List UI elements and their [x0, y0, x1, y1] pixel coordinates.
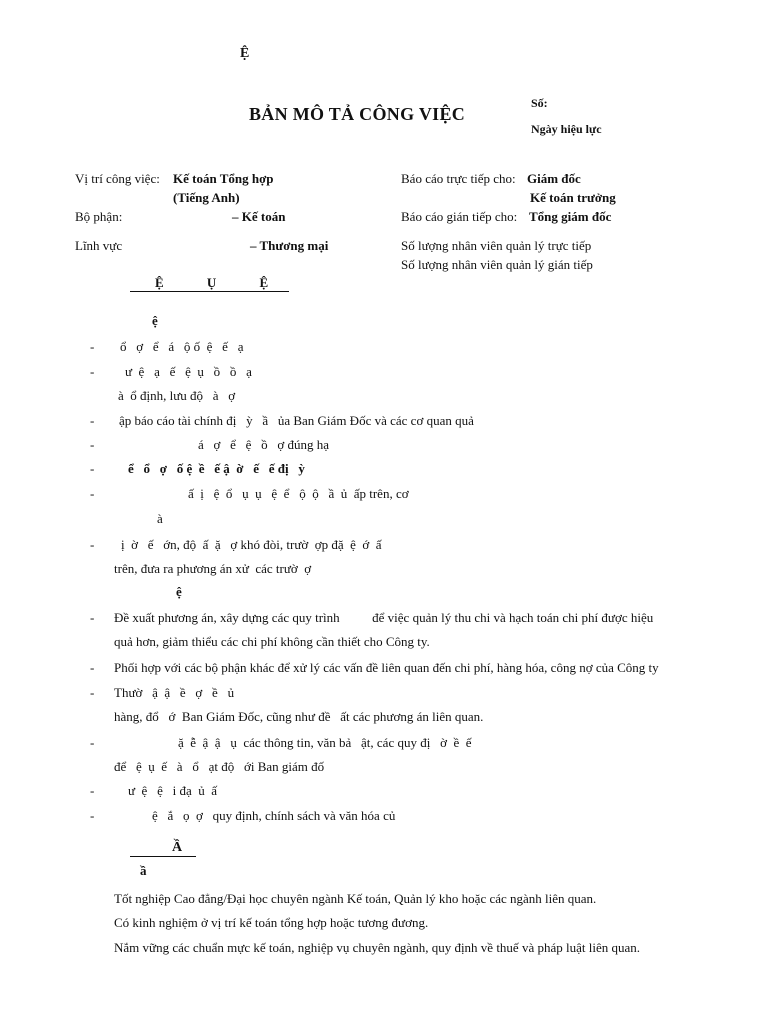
list-dash: -	[90, 808, 95, 823]
report-direct-label: Báo cáo trực tiếp cho:	[401, 171, 516, 186]
report-indirect-label: Báo cáo gián tiếp cho:	[401, 209, 518, 224]
effective-date-label: Ngày hiệu lực	[531, 122, 602, 136]
list-dash: -	[90, 437, 95, 452]
page-title: BẢN MÔ TẢ CÔNG VIỆC	[249, 104, 466, 124]
list-item: ể ổ ợ ố ệ ề ế ậ ờ ế ế đị ỳ	[128, 461, 305, 476]
requirement-item: Tốt nghiệp Cao đẳng/Đại học chuyên ngành Kế toán, Quản lý kho hoặc các ngành liên quan.	[114, 891, 597, 906]
list-item: ư ệ ạ ế ệ ụ ồ ồ ạ	[125, 364, 252, 379]
list-dash: -	[90, 610, 95, 625]
list-dash: -	[90, 735, 95, 750]
list-dash: -	[90, 461, 95, 476]
list-dash: -	[90, 364, 95, 379]
report-indirect-value: Tổng giám đốc	[529, 209, 612, 224]
requirement-item: Nắm vững các chuẩn mực kế toán, nghiệp vụ chuyên ngành, quy định về thuế và pháp luật liên quan.	[114, 940, 640, 955]
list-dash: -	[90, 413, 95, 428]
field-value: – Thương mại	[250, 238, 329, 253]
section2-heading: Ầ	[172, 840, 183, 855]
list-subheading: ệ	[176, 584, 182, 599]
doc-number-label: Số:	[531, 96, 548, 110]
department-value: – Kế toán	[232, 209, 286, 224]
section1-subheading: ệ	[152, 313, 158, 328]
section2-subheading: ầ	[140, 863, 147, 878]
list-item: Phối hợp với các bộ phận khác để xử lý các vấn đề liên quan đến chi phí, hàng hóa, công nợ của Công ty	[114, 660, 659, 675]
list-item-continuation: quả hơn, giảm thiểu các chi phí không cần thiết cho Công ty.	[114, 634, 430, 649]
list-dash: -	[90, 339, 95, 354]
list-item: ệ ắ ọ ợ quy định, chính sách và văn hóa củ	[152, 808, 396, 823]
list-item-continuation: à	[157, 511, 163, 526]
list-item: ập báo cáo tài chính đị ỳ ầ ủa Ban Giám Đốc và các cơ quan quả	[119, 413, 474, 428]
list-item: ị ờ ế ớn, độ ấ ặ ợ khó đòi, trườ ợp đặ ệ ớ ấ	[121, 537, 382, 552]
list-item-continuation: trên, đưa ra phương án xử các trườ ợ	[114, 561, 312, 576]
list-item: ư ệ ệ i đạ ủ ấ	[128, 783, 217, 798]
position-value-english: (Tiếng Anh)	[173, 190, 240, 205]
section1-heading: Ệ Ụ Ệ	[155, 275, 289, 290]
list-item-continuation: à ổ định, lưu độ à ợ	[118, 388, 236, 403]
list-item: ổ ợ ể á ộ ố ệ ế ạ	[120, 339, 244, 354]
list-dash: -	[90, 486, 95, 501]
list-item: Đề xuất phương án, xây dựng các quy trình để việc quản lý thu chi và hạch toán chi phí được hiệu	[114, 610, 654, 625]
requirement-item: Có kinh nghiệm ở vị trí kế toán tổng hợp hoặc tương đương.	[114, 915, 429, 930]
section2-underline	[130, 856, 196, 857]
position-value: Kế toán Tổng hợp	[173, 171, 274, 186]
department-label: Bộ phận:	[75, 209, 123, 224]
list-item: á ợ ể ệ ồ ợ đúng hạ	[198, 437, 330, 452]
section1-underline	[130, 291, 289, 292]
position-label: Vị trí công việc:	[75, 171, 160, 186]
list-item: ặ ễ ậ ậ ụ các thông tin, văn bả ật, các quy đị ờ ề ế	[178, 735, 472, 750]
list-dash: -	[90, 537, 95, 552]
list-item-continuation: để ệ ụ ế à ổ ạt độ ới Ban giám đố	[114, 759, 325, 774]
report-direct-value-2: Kế toán trưởng	[530, 190, 616, 205]
staff-indirect-label: Số lượng nhân viên quản lý gián tiếp	[401, 257, 593, 272]
staff-direct-label: Số lượng nhân viên quản lý trực tiếp	[401, 238, 592, 253]
list-item: ấ ị ệ ổ ụ ụ ệ ể ộ ộ ầ ủ ấp trên, cơ	[188, 486, 409, 501]
field-label: Lĩnh vực	[75, 238, 123, 253]
report-direct-value: Giám đốc	[527, 171, 581, 186]
list-item: Thườ ậ ậ ề ợ ề ủ	[114, 685, 235, 700]
header-mark: Ệ	[240, 46, 250, 61]
list-dash: -	[90, 685, 95, 700]
list-dash: -	[90, 660, 95, 675]
list-dash: -	[90, 783, 95, 798]
list-item-continuation: hàng, đổ ớ Ban Giám Đốc, cũng như đề ất các phương án liên quan.	[114, 709, 484, 724]
